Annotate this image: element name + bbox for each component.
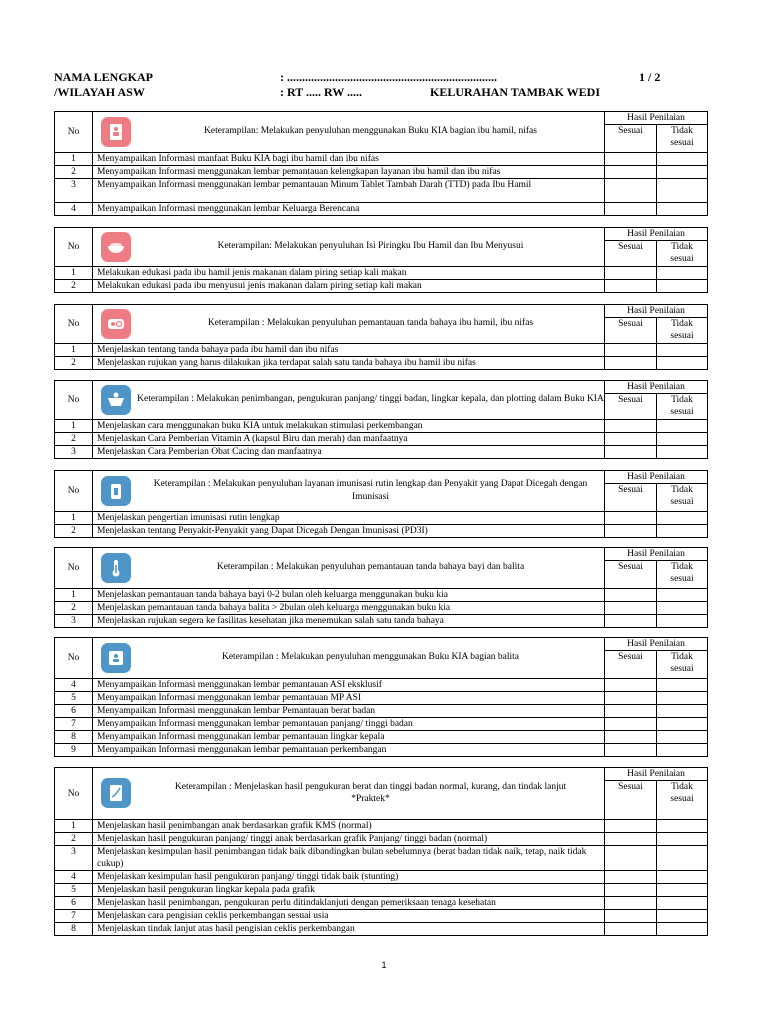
sesuai-header: Sesuai — [605, 318, 657, 344]
sesuai-cell[interactable] — [605, 433, 657, 446]
sesuai-cell[interactable] — [605, 731, 657, 744]
row-number: 2 — [55, 166, 93, 179]
row-number: 2 — [55, 525, 93, 538]
row-description: Menjelaskan cara menggunakan buku KIA untuk melakukan stimulasi perkembangan — [93, 420, 605, 433]
table-row — [55, 602, 708, 615]
growth-chart-icon — [101, 778, 131, 808]
sesuai-cell[interactable] — [605, 744, 657, 757]
table-row — [55, 512, 708, 525]
hasil-penilaian-header: Hasil Penilaian — [605, 305, 708, 318]
skill-table — [54, 547, 708, 628]
skill-title-cell — [93, 768, 605, 820]
tidak-sesuai-header: Tidak sesuai — [657, 651, 708, 679]
hasil-penilaian-header: Hasil Penilaian — [605, 381, 708, 394]
skill-title-cell — [93, 471, 605, 512]
skill-section-5 — [54, 470, 707, 538]
skill-table — [54, 637, 708, 757]
sesuai-cell[interactable] — [605, 512, 657, 525]
row-number: 6 — [55, 705, 93, 718]
row-number: 4 — [55, 871, 93, 884]
table-row — [55, 884, 708, 897]
tidak-sesuai-cell[interactable] — [657, 589, 708, 602]
row-description: Melakukan edukasi pada ibu hamil jenis makanan dalam piring setiap kali makan — [93, 267, 605, 280]
hasil-penilaian-header: Hasil Penilaian — [605, 471, 708, 484]
row-number: 3 — [55, 446, 93, 459]
skill-title-cell — [93, 381, 605, 420]
skill-section-3 — [54, 304, 707, 370]
skill-title: Keterampilan : Menjelaskan hasil pengukuran berat dan tinggi badan normal, kurang, dan tindak lanjut *Praktek* — [174, 781, 567, 804]
sesuai-cell[interactable] — [605, 705, 657, 718]
tidak-sesuai-header: Tidak sesuai — [657, 561, 708, 589]
sesuai-cell[interactable] — [605, 525, 657, 538]
row-number: 1 — [55, 820, 93, 833]
skill-title: Keterampilan : Melakukan penyuluhan pemantauan tanda bahaya bayi dan balita — [216, 562, 525, 573]
sesuai-header: Sesuai — [605, 781, 657, 820]
tidak-sesuai-cell[interactable] — [657, 446, 708, 459]
table-row — [55, 820, 708, 833]
table-row — [55, 589, 708, 602]
skill-table — [54, 304, 708, 370]
row-description: Menyampaikan Informasi menggunakan lembar pemantauan kelengkapan layanan ibu hamil dan ibu nifas — [93, 166, 605, 179]
sesuai-cell[interactable] — [605, 179, 657, 203]
row-description: Menyampaikan Informasi menggunakan lembar pemantauan ASI eksklusif — [93, 679, 605, 692]
row-description: Menyampaikan Informasi menggunakan lembar Pemantauan berat badan — [93, 705, 605, 718]
row-description: Menjelaskan pengertian imunisasi rutin lengkap — [93, 512, 605, 525]
no-header: No — [55, 548, 93, 589]
skill-section-1 — [54, 111, 707, 216]
thermometer-icon — [101, 553, 131, 583]
hasil-penilaian-header: Hasil Penilaian — [605, 228, 708, 241]
row-number: 2 — [55, 357, 93, 370]
tidak-sesuai-cell[interactable] — [657, 357, 708, 370]
nama-value: : ...................................................................... — [280, 70, 497, 84]
skill-title-cell — [93, 638, 605, 679]
row-description: Melakukan edukasi pada ibu menyusui jenis makanan dalam piring setiap kali makan — [93, 280, 605, 293]
sesuai-cell[interactable] — [605, 897, 657, 910]
table-row — [55, 344, 708, 357]
table-row — [55, 525, 708, 538]
table-row — [55, 897, 708, 910]
table-row — [55, 615, 708, 628]
table-row — [55, 357, 708, 370]
sesuai-cell[interactable] — [605, 602, 657, 615]
table-row — [55, 433, 708, 446]
tidak-sesuai-cell[interactable] — [657, 705, 708, 718]
no-header: No — [55, 381, 93, 420]
table-row — [55, 692, 708, 705]
row-description: Menjelaskan rujukan yang harus dilakukan jika terdapat salah satu tanda bahaya ibu hamil ibu nifas — [93, 357, 605, 370]
sesuai-cell[interactable] — [605, 871, 657, 884]
tidak-sesuai-cell[interactable] — [657, 280, 708, 293]
table-row — [55, 718, 708, 731]
skill-title-cell — [93, 228, 605, 267]
sesuai-cell[interactable] — [605, 344, 657, 357]
tidak-sesuai-cell[interactable] — [657, 166, 708, 179]
sesuai-cell[interactable] — [605, 679, 657, 692]
tidak-sesuai-header: Tidak sesuai — [657, 484, 708, 512]
no-header: No — [55, 305, 93, 344]
row-number: 4 — [55, 679, 93, 692]
sesuai-cell[interactable] — [605, 357, 657, 370]
skill-table — [54, 767, 708, 936]
table-row — [55, 153, 708, 166]
table-row — [55, 446, 708, 459]
tidak-sesuai-cell[interactable] — [657, 433, 708, 446]
tidak-sesuai-cell[interactable] — [657, 615, 708, 628]
row-number: 1 — [55, 344, 93, 357]
skill-title: Keterampilan : Melakukan penimbangan, pengukuran panjang/ tinggi badan, lingkar kepala, dan plotting dalam Buku KIA — [137, 394, 604, 405]
row-description: Menyampaikan Informasi menggunakan lembar pemantauan panjang/ tinggi badan — [93, 718, 605, 731]
warning-icon — [101, 309, 131, 339]
skill-title: Keterampilan : Melakukan penyuluhan menggunakan Buku KIA bagian balita — [221, 652, 520, 663]
sesuai-cell[interactable] — [605, 910, 657, 923]
row-description: Menyampaikan Informasi menggunakan lembar pemantauan perkembangan — [93, 744, 605, 757]
skill-title-cell — [93, 548, 605, 589]
row-number: 3 — [55, 179, 93, 203]
sesuai-cell[interactable] — [605, 446, 657, 459]
row-number: 3 — [55, 846, 93, 871]
row-number: 2 — [55, 602, 93, 615]
tidak-sesuai-cell[interactable] — [657, 923, 708, 936]
immunization-icon — [101, 476, 131, 506]
row-number: 8 — [55, 923, 93, 936]
sesuai-cell[interactable] — [605, 153, 657, 166]
tidak-sesuai-cell[interactable] — [657, 820, 708, 833]
tidak-sesuai-cell[interactable] — [657, 846, 708, 871]
skill-title: Keterampilan : Melakukan penyuluhan pemantauan tanda bahaya ibu hamil, ibu nifas — [207, 318, 534, 329]
tidak-sesuai-header: Tidak sesuai — [657, 781, 708, 820]
row-description: Menjelaskan rujukan segera ke fasilitas kesehatan jika menemukan salah satu tanda bahaya — [93, 615, 605, 628]
row-description: Menjelaskan cara pengisian ceklis perkembangan sesuai usia — [93, 910, 605, 923]
wilayah-label: /WILAYAH ASW — [54, 85, 145, 99]
skill-table — [54, 470, 708, 538]
no-header: No — [55, 112, 93, 153]
sesuai-cell[interactable] — [605, 833, 657, 846]
tidak-sesuai-cell[interactable] — [657, 267, 708, 280]
row-number: 3 — [55, 615, 93, 628]
scale-icon — [101, 385, 131, 415]
tidak-sesuai-cell[interactable] — [657, 203, 708, 216]
tidak-sesuai-cell[interactable] — [657, 910, 708, 923]
tidak-sesuai-cell[interactable] — [657, 871, 708, 884]
row-description: Menyampaikan Informasi manfaat Buku KIA bagi ibu hamil dan ibu nifas — [93, 153, 605, 166]
no-header: No — [55, 768, 93, 820]
rt-rw-value: : RT ..... RW ..... — [280, 85, 363, 99]
sesuai-cell[interactable] — [605, 692, 657, 705]
row-description: Menjelaskan tindak lanjut atas hasil pengisian ceklis perkembangan — [93, 923, 605, 936]
row-description: Menjelaskan kesimpulan hasil pengukuran panjang/ tinggi tidak baik (stunting) — [93, 871, 605, 884]
row-number: 1 — [55, 589, 93, 602]
skill-section-4 — [54, 380, 707, 459]
row-number: 6 — [55, 897, 93, 910]
table-row — [55, 179, 708, 203]
skill-section-6 — [54, 547, 707, 628]
tidak-sesuai-cell[interactable] — [657, 897, 708, 910]
skill-title-cell — [93, 305, 605, 344]
sesuai-cell[interactable] — [605, 203, 657, 216]
no-header: No — [55, 471, 93, 512]
tidak-sesuai-cell[interactable] — [657, 344, 708, 357]
row-number: 5 — [55, 884, 93, 897]
nama-label: NAMA LENGKAP — [54, 70, 153, 84]
tidak-sesuai-header: Tidak sesuai — [657, 241, 708, 267]
sesuai-cell[interactable] — [605, 923, 657, 936]
table-row — [55, 871, 708, 884]
row-description: Menjelaskan Cara Pemberian Vitamin A (kapsul Biru dan merah) dan manfaatnya — [93, 433, 605, 446]
skill-title: Keterampilan : Melakukan penyuluhan layanan imunisasi rutin lengkap dan Penyakit yang Dapat Dicegah dengan Imunisasi — [153, 479, 588, 502]
page-number: 1 — [381, 960, 387, 970]
sesuai-header: Sesuai — [605, 125, 657, 153]
row-number: 1 — [55, 420, 93, 433]
tidak-sesuai-cell[interactable] — [657, 744, 708, 757]
table-row — [55, 166, 708, 179]
kelurahan-value: KELURAHAN TAMBAK WEDI — [430, 85, 601, 99]
tidak-sesuai-header: Tidak sesuai — [657, 318, 708, 344]
sesuai-cell[interactable] — [605, 846, 657, 871]
table-row — [55, 705, 708, 718]
row-description: Menjelaskan hasil pengukuran lingkar kepala pada grafik — [93, 884, 605, 897]
row-number: 1 — [55, 153, 93, 166]
tidak-sesuai-cell[interactable] — [657, 525, 708, 538]
hasil-penilaian-header: Hasil Penilaian — [605, 768, 708, 781]
row-number: 5 — [55, 692, 93, 705]
row-description: Menjelaskan pemantauan tanda bahaya bayi 0-2 bulan oleh keluarga menggunakan buku kia — [93, 589, 605, 602]
tidak-sesuai-cell[interactable] — [657, 731, 708, 744]
table-row — [55, 744, 708, 757]
skill-section-8 — [54, 767, 707, 936]
tidak-sesuai-cell[interactable] — [657, 512, 708, 525]
row-description: Menyampaikan Informasi menggunakan lembar pemantauan lingkar kepala — [93, 731, 605, 744]
row-number: 2 — [55, 833, 93, 846]
table-row — [55, 731, 708, 744]
sesuai-cell[interactable] — [605, 589, 657, 602]
no-header: No — [55, 638, 93, 679]
row-description: Menjelaskan hasil penimbangan, pengukuran perlu ditindaklanjuti dengan pemeriksaan tenaga kesehatan — [93, 897, 605, 910]
row-number: 1 — [55, 267, 93, 280]
sesuai-cell[interactable] — [605, 280, 657, 293]
sesuai-header: Sesuai — [605, 394, 657, 420]
tidak-sesuai-cell[interactable] — [657, 692, 708, 705]
tidak-sesuai-header: Tidak sesuai — [657, 394, 708, 420]
row-number: 7 — [55, 910, 93, 923]
table-row — [55, 679, 708, 692]
hasil-penilaian-header: Hasil Penilaian — [605, 112, 708, 125]
skill-title: Keterampilan: Melakukan penyuluhan menggunakan Buku KIA bagian ibu hamil, nifas — [204, 126, 537, 137]
skill-table — [54, 111, 708, 216]
row-description: Menjelaskan tentang Penyakit-Penyakit yang Dapat Dicegah Dengan Imunisasi (PD3I) — [93, 525, 605, 538]
hasil-penilaian-header: Hasil Penilaian — [605, 548, 708, 561]
sesuai-cell[interactable] — [605, 718, 657, 731]
skill-title-cell — [93, 112, 605, 153]
table-row — [55, 203, 708, 216]
skill-title: Keterampilan: Melakukan penyuluhan Isi Piringku Ibu Hamil dan Ibu Menyusui — [217, 241, 524, 252]
sesuai-cell[interactable] — [605, 267, 657, 280]
sesuai-cell[interactable] — [605, 420, 657, 433]
child-book-icon — [101, 643, 131, 673]
table-row — [55, 846, 708, 871]
row-description: Menjelaskan Cara Pemberian Obat Cacing dan manfaatnya — [93, 446, 605, 459]
table-row — [55, 267, 708, 280]
skill-table — [54, 380, 708, 459]
sesuai-header: Sesuai — [605, 561, 657, 589]
row-number: 9 — [55, 744, 93, 757]
row-number: 8 — [55, 731, 93, 744]
hasil-penilaian-header: Hasil Penilaian — [605, 638, 708, 651]
table-row — [55, 420, 708, 433]
tidak-sesuai-cell[interactable] — [657, 884, 708, 897]
book-icon — [101, 117, 131, 147]
skill-section-2 — [54, 227, 707, 293]
tidak-sesuai-cell[interactable] — [657, 718, 708, 731]
tidak-sesuai-cell[interactable] — [657, 833, 708, 846]
row-description: Menyampaikan Informasi menggunakan lembar pemantauan Minum Tablet Tambah Darah (TTD) pada Ibu Hamil — [93, 179, 605, 203]
sesuai-cell[interactable] — [605, 820, 657, 833]
table-row — [55, 833, 708, 846]
tidak-sesuai-cell[interactable] — [657, 153, 708, 166]
sesuai-header: Sesuai — [605, 651, 657, 679]
page-fraction: 1 / 2 — [639, 70, 661, 84]
tidak-sesuai-cell[interactable] — [657, 679, 708, 692]
row-number: 7 — [55, 718, 93, 731]
sesuai-cell[interactable] — [605, 615, 657, 628]
row-description: Menyampaikan Informasi menggunakan lembar Keluarga Berencana — [93, 203, 605, 216]
row-number: 4 — [55, 203, 93, 216]
table-row — [55, 910, 708, 923]
table-row — [55, 280, 708, 293]
bowl-icon — [101, 232, 131, 262]
row-number: 2 — [55, 433, 93, 446]
sesuai-header: Sesuai — [605, 484, 657, 512]
skill-section-7 — [54, 637, 707, 757]
row-number: 2 — [55, 280, 93, 293]
tidak-sesuai-cell[interactable] — [657, 602, 708, 615]
table-row — [55, 923, 708, 936]
tidak-sesuai-cell[interactable] — [657, 179, 708, 203]
tidak-sesuai-cell[interactable] — [657, 420, 708, 433]
tidak-sesuai-header: Tidak sesuai — [657, 125, 708, 153]
row-description: Menyampaikan Informasi menggunakan lembar pemantauan MP ASI — [93, 692, 605, 705]
skill-table — [54, 227, 708, 293]
sesuai-cell[interactable] — [605, 884, 657, 897]
row-description: Menjelaskan hasil pengukuran panjang/ tinggi anak berdasarkan grafik Panjang/ tinggi badan (normal) — [93, 833, 605, 846]
row-description: Menjelaskan tentang tanda bahaya pada ibu hamil dan ibu nifas — [93, 344, 605, 357]
row-number: 1 — [55, 512, 93, 525]
row-description: Menjelaskan hasil penimbangan anak berdasarkan grafik KMS (normal) — [93, 820, 605, 833]
row-description: Menjelaskan pemantauan tanda bahaya balita > 2bulan oleh keluarga menggunakan buku kia — [93, 602, 605, 615]
sesuai-cell[interactable] — [605, 166, 657, 179]
row-description: Menjelaskan kesimpulan hasil penimbangan tidak baik dibandingkan bulan sebelumnya (berat badan tidak naik, tetap, naik tidak cukup) — [93, 846, 605, 871]
no-header: No — [55, 228, 93, 267]
sesuai-header: Sesuai — [605, 241, 657, 267]
skill-note: *Praktek* — [351, 794, 390, 804]
